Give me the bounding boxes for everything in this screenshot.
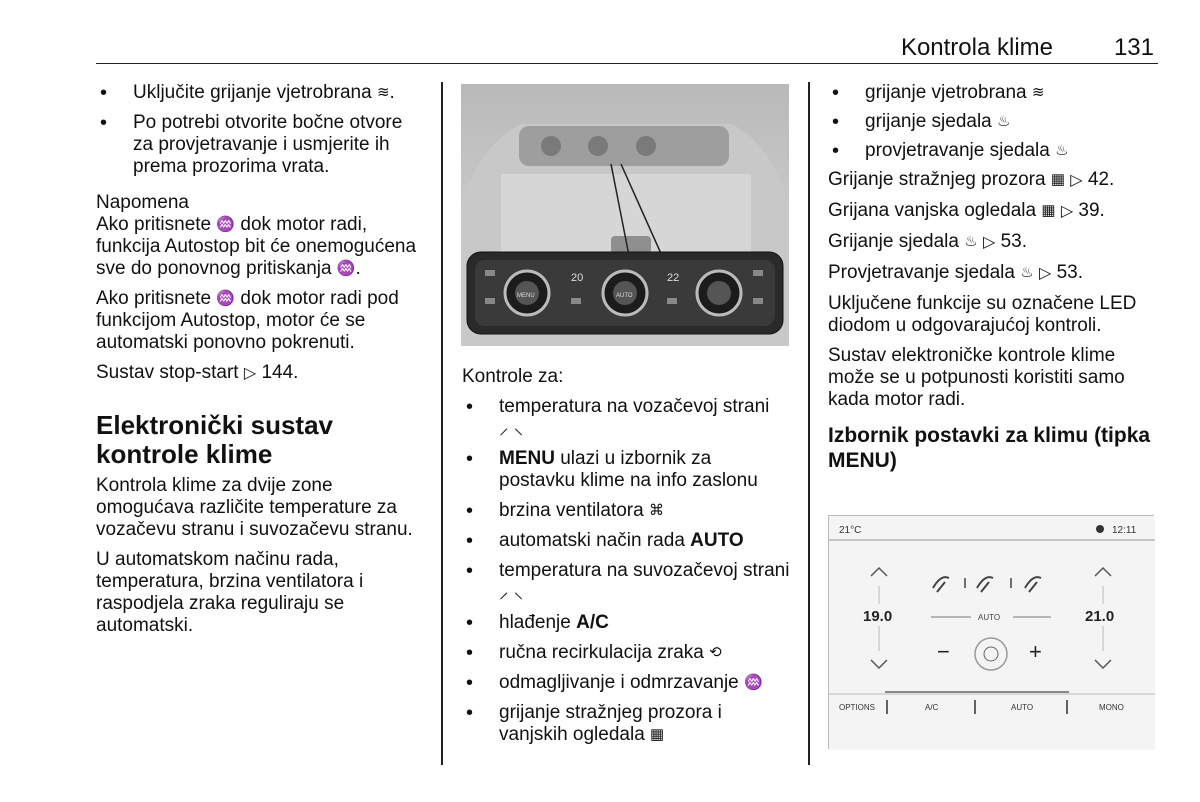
column-divider-2	[808, 82, 810, 765]
mode-label: AUTO	[978, 613, 1001, 622]
list-item: • grijanje vjetrobrana ≋	[828, 82, 1163, 104]
function-list	[828, 82, 1163, 162]
settings-gear-icon[interactable]	[1096, 525, 1104, 533]
photo-temp-left: 20	[571, 272, 584, 284]
list-item: • temperatura na vozačevoj strani ⸝ ⸜	[462, 396, 792, 440]
page-title: Kontrola klime	[900, 34, 1053, 61]
photo-menu-label: MENU	[517, 293, 535, 299]
list-item: • MENU ulazi u izbornik za postavku klime na info zaslonu	[462, 448, 792, 492]
list-item: • temperatura na suvozačevoj strani ⸝ ⸜	[462, 560, 792, 604]
list-item: • odmagljivanje i odmrzavanje ♒	[462, 672, 792, 694]
right-temperature[interactable]: 21.0	[1085, 608, 1115, 625]
cross-reference[interactable]: Grijanje sjedala ♨ ▷ 53.	[828, 231, 1027, 253]
list-item: • hlađenje A/C	[462, 612, 792, 634]
photo-auto-label: AUTO	[616, 293, 633, 299]
section-heading: Elektronički sustav kontrole klime	[96, 410, 333, 470]
tab-ac[interactable]: A/C	[925, 703, 939, 712]
cross-reference[interactable]: Grijanje stražnjeg prozora ▦ ▷ 42.	[828, 169, 1115, 191]
climate-panel-illustration	[461, 84, 789, 346]
paragraph: U automatskom načinu rada, temperatura, brzina ventilatora i raspodjela zraka reguliraju se automatski.	[96, 549, 364, 637]
paragraph: Sustav elektroničke kontrole klime može se u potpunosti koristiti samo kada motor radi.	[828, 345, 1125, 411]
paragraph: Kontrola klime za dvije zone omogućava različite temperature za vozačevu stranu i suvozačevu stranu.	[96, 475, 413, 541]
fan-speed-control[interactable]	[975, 638, 1007, 670]
tab-options[interactable]: OPTIONS	[839, 703, 876, 712]
list-item: • Uključite grijanje vjetrobrana ≋.	[96, 82, 426, 104]
column-3	[828, 82, 1163, 473]
arrow-right-icon: ▷	[1060, 203, 1074, 221]
list-item: • grijanje stražnjeg prozora i vanjskih ogledala ▦	[462, 702, 792, 746]
defrost-max-icon: ♒	[216, 216, 236, 234]
instruction-list	[96, 82, 426, 178]
cross-reference[interactable]: Sustav stop-start ▷ 144.	[96, 362, 299, 384]
tab-auto[interactable]: AUTO	[1011, 703, 1034, 712]
page-header	[96, 32, 1158, 64]
list-item: • provjetravanje sjedala ♨	[828, 140, 1163, 162]
caption: Kontrole za:	[462, 366, 564, 387]
defrost-max-icon: ♒	[216, 290, 236, 308]
rear-window-heat-icon: ▦	[1050, 171, 1066, 189]
outside-temperature: 21°C	[839, 525, 862, 536]
list-item: • grijanje sjedala ♨	[828, 111, 1163, 133]
clock: 12:11	[1112, 525, 1137, 536]
defrost-max-icon: ♒	[744, 674, 763, 692]
temp-knob-icon: ⸝ ⸜	[499, 418, 524, 439]
list-item: • brzina ventilatora ⌘	[462, 500, 792, 522]
fan-decrease-button[interactable]: −	[937, 639, 950, 664]
note-paragraph: Ako pritisnete ♒ dok motor radi pod funkcijom Autostop, motor će se automatski ponovno pokrenuti.	[96, 288, 399, 354]
seat-ventilation-icon: ♨	[1055, 142, 1069, 160]
temp-knob-icon: ⸝ ⸜	[499, 582, 524, 604]
seat-heat-icon: ♨	[997, 113, 1011, 131]
note-paragraph: Ako pritisnete ♒ dok motor radi, funkcija Autostop bit će onemogućena sve do ponovnog pritiskanja ♒.	[96, 214, 417, 280]
controls-list	[462, 396, 792, 746]
arrow-right-icon: ▷	[982, 234, 996, 252]
fan-increase-button[interactable]: +	[1029, 639, 1042, 664]
windscreen-heat-icon: ≋	[1031, 84, 1045, 101]
seat-ventilation-icon: ♨	[1020, 264, 1034, 282]
photo-temp-right: 22	[667, 272, 680, 284]
windscreen-heat-icon: ≋	[376, 84, 390, 101]
page-number: 131	[1113, 34, 1154, 61]
climate-panel-photo	[461, 84, 789, 346]
seat-heat-icon: ♨	[964, 233, 978, 251]
fan-icon: ⌘	[648, 502, 664, 519]
note-heading: Napomena	[96, 192, 189, 214]
defrost-max-icon: ♒	[336, 260, 356, 278]
column-2-text	[462, 366, 792, 754]
rear-window-heat-icon: ▦	[1041, 202, 1056, 220]
cross-reference[interactable]: Grijana vanjska ogledala ▦ ▷ 39.	[828, 200, 1105, 222]
climate-settings-screen	[828, 515, 1154, 749]
tab-mono[interactable]: MONO	[1099, 703, 1124, 712]
column-divider-1	[441, 82, 443, 765]
recirculation-icon: ⟲	[709, 644, 722, 662]
list-item: • Po potrebi otvorite bočne otvore za provjetravanje i usmjerite ih prema prozorima vrata.	[96, 112, 426, 178]
arrow-right-icon: ▷	[243, 365, 257, 383]
rear-window-heat-icon: ▦	[650, 726, 665, 744]
arrow-right-icon: ▷	[1038, 265, 1052, 283]
paragraph: Uključene funkcije su označene LED diodom u odgovarajućoj kontroli.	[828, 293, 1137, 337]
left-temperature[interactable]: 19.0	[863, 608, 893, 625]
list-item: • ručna recirkulacija zraka ⟲	[462, 642, 792, 664]
column-1	[96, 82, 426, 645]
list-item: • automatski način rada AUTO	[462, 530, 792, 552]
cross-reference[interactable]: Provjetravanje sjedala ♨ ▷ 53.	[828, 262, 1083, 284]
screen-illustration	[829, 516, 1155, 750]
section-heading: Izbornik postavki za klimu (tipka MENU)	[828, 424, 1151, 473]
arrow-right-icon: ▷	[1070, 172, 1083, 190]
